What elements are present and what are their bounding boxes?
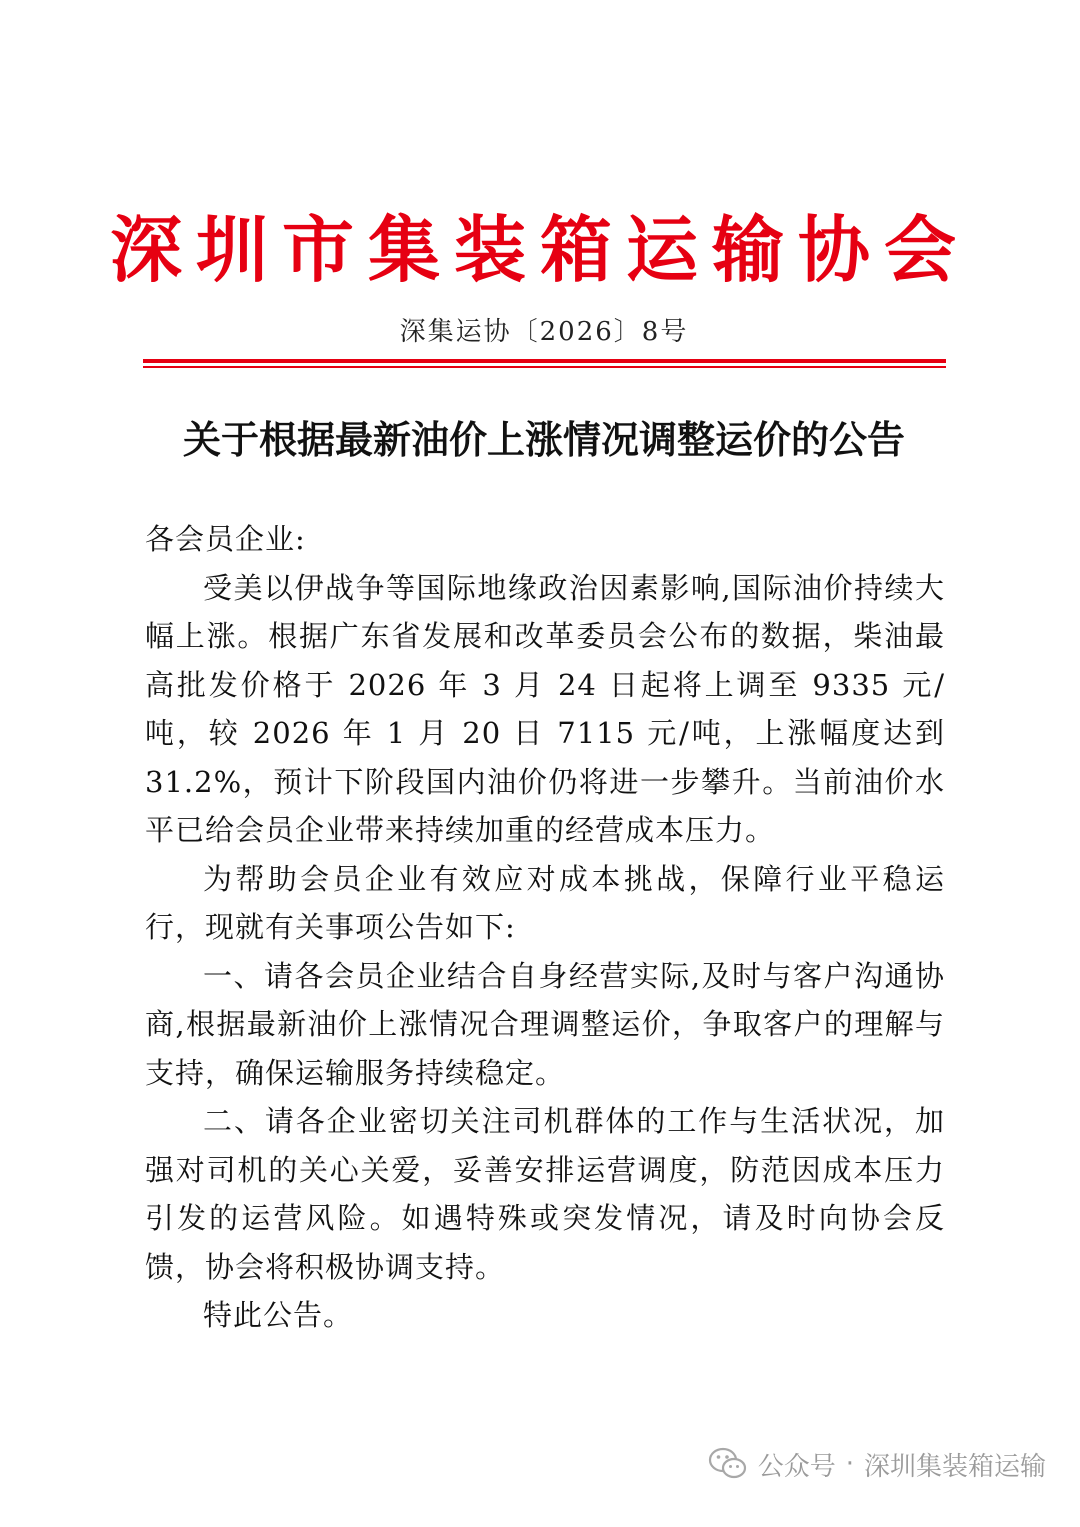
paragraph-background: 受美以伊战争等国际地缘政治因素影响,国际油价持续大幅上涨。根据广东省发展和改革委员会公布的数据，柴油最高批发价格于 2026 年 3 月 24 日起将上调至 9335 元/吨，较 2026 年 1 月 20 日 7115 元/吨，上涨幅度达到 31.2%，预计下阶段国内油价仍将进一步攀升。当前油价水平已给会员企业带来持续加重的经营成本压力。 (145, 570, 945, 847)
paragraph-closing: 特此公告。 (203, 1298, 354, 1332)
wechat-watermark (708, 1442, 1046, 1486)
paragraph-intro: 为帮助会员企业有效应对成本挑战，保障行业平稳运行，现就有关事项公告如下: (145, 861, 945, 944)
paragraph-item-one: 一、请各会员企业结合自身经营实际,及时与客户沟通协商,根据最新油价上涨情况合理调整运价，争取客户的理解与支持，确保运输服务持续稳定。 (145, 958, 945, 1090)
red-divider-line (143, 359, 946, 363)
salutation: 各会员企业: (145, 522, 306, 556)
paragraph-item-two: 二、请各企业密切关注司机群体的工作与生活状况，加强对司机的关心关爱，妥善安排运营调度，防范因成本压力引发的运营风险。如遇特殊或突发情况，请及时向协会反馈，协会将积极协调支持。 (145, 1104, 945, 1284)
org-name-header: 深圳市集装箱运输协会 (109, 208, 970, 292)
watermark-account-name: 深圳集装箱运输 (863, 1451, 1046, 1482)
wechat-icon (708, 1447, 748, 1481)
document-number: 深集运协〔2026〕8号 (399, 317, 689, 347)
notice-body (145, 515, 945, 1340)
notice-title: 关于根据最新油价上涨情况调整运价的公告 (182, 417, 905, 462)
watermark-separator: · (845, 1449, 854, 1479)
red-divider-line-thin (143, 366, 946, 368)
watermark-account-label: 公众号 (757, 1451, 836, 1482)
